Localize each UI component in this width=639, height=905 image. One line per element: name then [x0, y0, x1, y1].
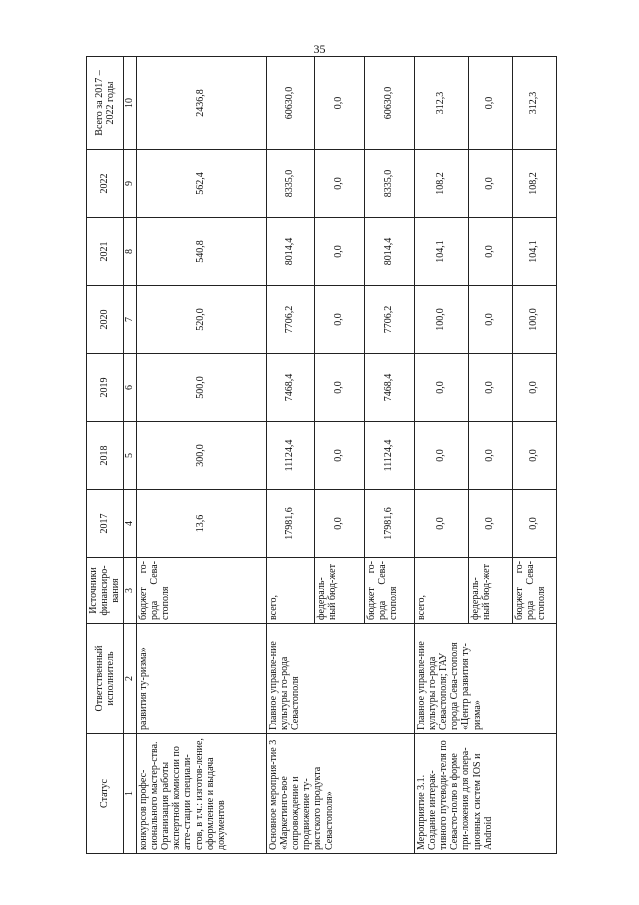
value-cell: 0,0 — [468, 218, 512, 286]
index-cell: 7 — [123, 286, 136, 354]
value-cell: 0,0 — [314, 150, 364, 218]
value-cell: 0,0 — [468, 422, 512, 490]
index-cell: 8 — [123, 218, 136, 286]
value-cell: 0,0 — [414, 354, 468, 422]
value-cell: 7706,2 — [266, 286, 314, 354]
value-cell: 60630,0 — [266, 57, 314, 150]
status-cell: Основное мероприя-тие 3 «Маркетинго-вое сопровождение и продвижение ту-ристского продукта Севастополя» — [266, 734, 414, 854]
index-row — [123, 57, 136, 854]
value-cell: 0,0 — [468, 150, 512, 218]
col-total-header: Всего за 2017 – 2022 годы — [87, 57, 124, 150]
index-cell: 3 — [123, 558, 136, 624]
value-cell: 0,0 — [468, 490, 512, 558]
value-cell: 11124,4 — [364, 422, 414, 490]
index-cell: 10 — [123, 57, 136, 150]
value-cell: 500,0 — [136, 354, 266, 422]
source-cell: федераль-ный бюд-жет — [468, 558, 512, 624]
page-number: 35 — [313, 42, 326, 56]
table-row — [266, 57, 314, 854]
table-row — [136, 57, 266, 854]
value-cell: 8335,0 — [364, 150, 414, 218]
value-cell: 7706,2 — [364, 286, 414, 354]
value-cell: 0,0 — [314, 286, 364, 354]
value-cell: 312,3 — [414, 57, 468, 150]
value-cell: 108,2 — [512, 150, 556, 218]
value-cell: 0,0 — [512, 422, 556, 490]
source-cell: федераль-ный бюд-жет — [314, 558, 364, 624]
header-row — [87, 57, 124, 854]
status-cell: Мероприятие 3.1. Создание интерак-тивного путеводи-теля по Севасто-полю в форме при-ложения для опера-ционных систем IOS и Android — [414, 734, 556, 854]
index-cell: 4 — [123, 490, 136, 558]
col-2020-header: 2020 — [87, 286, 124, 354]
value-cell: 108,2 — [414, 150, 468, 218]
executor-cell: развития ту-ризма» — [136, 624, 266, 734]
table-row — [414, 57, 468, 854]
index-cell: 5 — [123, 422, 136, 490]
executor-cell: Главное управле-ние культуры го-рода Севастополя — [266, 624, 414, 734]
value-cell: 17981,6 — [364, 490, 414, 558]
value-cell: 562,4 — [136, 150, 266, 218]
value-cell: 0,0 — [512, 490, 556, 558]
col-2017-header: 2017 — [87, 490, 124, 558]
value-cell: 104,1 — [414, 218, 468, 286]
value-cell: 60630,0 — [364, 57, 414, 150]
value-cell: 8335,0 — [266, 150, 314, 218]
value-cell: 0,0 — [468, 57, 512, 150]
value-cell: 7468,4 — [266, 354, 314, 422]
value-cell: 7468,4 — [364, 354, 414, 422]
value-cell: 0,0 — [468, 286, 512, 354]
col-2022-header: 2022 — [87, 150, 124, 218]
rotated-table-container — [86, 57, 554, 854]
value-cell: 100,0 — [512, 286, 556, 354]
status-cell: конкурсов профес-сионального мастер-ства. Организация работы экспертной комиссии по атте-стации специали-стов, в т.ч.: изготов-ление, оформление и выдача документов — [136, 734, 266, 854]
value-cell: 0,0 — [468, 354, 512, 422]
index-cell: 6 — [123, 354, 136, 422]
value-cell: 13,6 — [136, 490, 266, 558]
col-status-header: Статус — [87, 734, 124, 854]
value-cell: 0,0 — [314, 57, 364, 150]
value-cell: 104,1 — [512, 218, 556, 286]
value-cell: 520,0 — [136, 286, 266, 354]
index-cell: 9 — [123, 150, 136, 218]
source-cell: бюджет го-рода Сева-стополя — [364, 558, 414, 624]
executor-cell: Главное управле-ние культуры го-рода Севастополя; ГАУ города Сева-стополя «Центр развития ту-ризма» — [414, 624, 556, 734]
value-cell: 17981,6 — [266, 490, 314, 558]
source-cell: всего, — [266, 558, 314, 624]
value-cell: 0,0 — [314, 354, 364, 422]
value-cell: 0,0 — [414, 490, 468, 558]
value-cell: 2436,8 — [136, 57, 266, 150]
value-cell: 0,0 — [314, 218, 364, 286]
value-cell: 8014,4 — [266, 218, 314, 286]
value-cell: 0,0 — [512, 354, 556, 422]
value-cell: 8014,4 — [364, 218, 414, 286]
source-cell: бюджет го-рода Сева-стополя — [512, 558, 556, 624]
value-cell: 300,0 — [136, 422, 266, 490]
index-cell: 1 — [123, 734, 136, 854]
value-cell: 11124,4 — [266, 422, 314, 490]
col-2021-header: 2021 — [87, 218, 124, 286]
financing-table — [86, 56, 557, 854]
value-cell: 0,0 — [314, 490, 364, 558]
col-2019-header: 2019 — [87, 354, 124, 422]
source-cell: всего, — [414, 558, 468, 624]
value-cell: 0,0 — [314, 422, 364, 490]
value-cell: 0,0 — [414, 422, 468, 490]
value-cell: 540,8 — [136, 218, 266, 286]
value-cell: 312,3 — [512, 57, 556, 150]
col-executor-header: Ответственный исполнитель — [87, 624, 124, 734]
index-cell: 2 — [123, 624, 136, 734]
col-2018-header: 2018 — [87, 422, 124, 490]
col-sources-header: Источники финансиро-вания — [87, 558, 124, 624]
value-cell: 100,0 — [414, 286, 468, 354]
source-cell: бюджет го-рода Сева-стополя — [136, 558, 266, 624]
